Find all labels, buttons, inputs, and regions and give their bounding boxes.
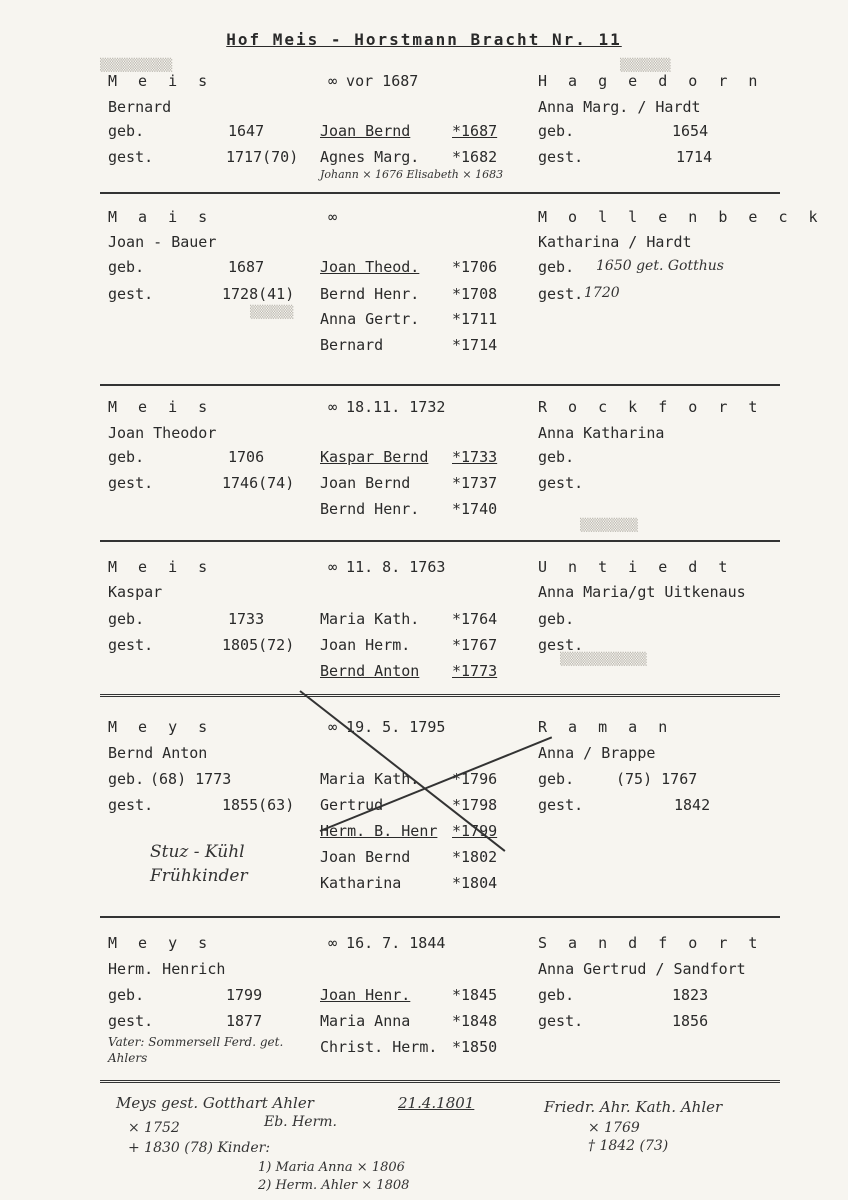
- gest-label: gest.: [108, 1012, 154, 1030]
- geb-label: geb.: [538, 770, 575, 788]
- wife-surname: S a n d f o r t: [538, 934, 764, 952]
- child-date: *1798: [452, 796, 498, 814]
- footer-note: † 1842 (73): [588, 1138, 669, 1154]
- husband-geb: (68) 1773: [150, 770, 232, 788]
- wife-gest: 1842: [674, 796, 711, 814]
- footer-note: Eb. Herm.: [264, 1114, 337, 1130]
- wife-gest: 1720: [584, 285, 620, 301]
- child-name: Kaspar Bernd: [320, 448, 429, 466]
- child-date: *1682: [452, 148, 498, 166]
- section-divider: [100, 694, 780, 697]
- wife-firstname: Anna / Brappe: [538, 744, 656, 762]
- geb-label: geb.: [108, 986, 145, 1004]
- wife-surname: U n t i e d t: [538, 558, 734, 576]
- wife-firstname: Anna Katharina: [538, 424, 665, 442]
- child-date: *1711: [452, 310, 498, 328]
- wife-gest: 1856: [672, 1012, 709, 1030]
- gest-label: gest.: [108, 636, 154, 654]
- husband-firstname: Kaspar: [108, 583, 163, 601]
- wife-firstname: Anna Marg. / Hardt: [538, 98, 701, 116]
- husband-geb: 1799: [226, 986, 263, 1004]
- child-date: *1708: [452, 285, 498, 303]
- geb-label: geb.: [108, 770, 145, 788]
- child-name: Joan Bernd: [320, 848, 411, 866]
- child-date: *1737: [452, 474, 498, 492]
- gest-label: gest.: [108, 474, 154, 492]
- child-date: *1687: [452, 122, 498, 140]
- child-date: *1740: [452, 500, 498, 518]
- husband-gest: 1805(72): [222, 636, 295, 654]
- child-name: Bernard: [320, 336, 384, 354]
- footer-note-date: 21.4.1801: [398, 1094, 475, 1112]
- ghost-text: ▒▒▒▒▒▒▒: [620, 58, 671, 72]
- ghost-text: ▒▒▒▒▒▒▒▒: [580, 518, 638, 532]
- gest-label: gest.: [108, 796, 154, 814]
- geb-label: geb.: [108, 258, 145, 276]
- child-date: *1767: [452, 636, 498, 654]
- child-date: *1802: [452, 848, 498, 866]
- footer-note: + 1830 (78) Kinder:: [128, 1140, 271, 1156]
- gest-label: gest.: [538, 148, 584, 166]
- child-name: Bernd Henr.: [320, 285, 420, 303]
- wife-firstname: Katharina / Hardt: [538, 233, 692, 251]
- wife-gest: 1714: [676, 148, 713, 166]
- marriage-date: ∞ 18.11. 1732: [328, 398, 446, 416]
- child-name: Maria Kath.: [320, 610, 420, 628]
- geb-label: geb.: [108, 610, 145, 628]
- geb-label: geb.: [108, 448, 145, 466]
- child-date: *1733: [452, 448, 498, 466]
- husband-gest: 1728(41): [222, 285, 295, 303]
- husband-gest: 1877: [226, 1012, 263, 1030]
- geb-label: geb.: [538, 610, 575, 628]
- husband-geb: 1706: [228, 448, 265, 466]
- wife-surname: M o l l e n b e c k: [538, 208, 824, 226]
- child-name: Joan Henr.: [320, 986, 411, 1004]
- child-date: *1850: [452, 1038, 498, 1056]
- geb-label: geb.: [538, 986, 575, 1004]
- child-name: Maria Anna: [320, 1012, 411, 1030]
- child-name: Katharina: [320, 874, 402, 892]
- gest-label: gest.: [538, 796, 584, 814]
- gest-label: gest.: [538, 474, 584, 492]
- husband-firstname: Joan Theodor: [108, 424, 217, 442]
- child-date: *1848: [452, 1012, 498, 1030]
- child-name: Gertrud: [320, 796, 384, 814]
- husband-geb: 1733: [228, 610, 265, 628]
- footer-note: 1) Maria Anna × 1806: [258, 1160, 405, 1175]
- wife-geb: (75) 1767: [616, 770, 698, 788]
- child-date: *1773: [452, 662, 498, 680]
- child-name: Joan Theod.: [320, 258, 420, 276]
- wife-surname: R a m a n: [538, 718, 674, 736]
- geb-label: geb.: [538, 122, 575, 140]
- section-divider: [100, 384, 780, 386]
- footer-note: Friedr. Ahr. Kath. Ahler: [544, 1098, 723, 1116]
- child-date: *1764: [452, 610, 498, 628]
- section-divider: [100, 192, 780, 194]
- husband-firstname: Bernard: [108, 98, 172, 116]
- husband-surname: M e i s: [108, 398, 214, 416]
- child-date: *1714: [452, 336, 498, 354]
- husband-gest: 1855(63): [222, 796, 295, 814]
- child-name: Agnes Marg.: [320, 148, 420, 166]
- husband-surname: M e y s: [108, 718, 214, 736]
- child-date: *1804: [452, 874, 498, 892]
- handwritten-note: Johann × 1676 Elisabeth × 1683: [320, 168, 504, 181]
- husband-geb: 1647: [228, 122, 265, 140]
- ghost-text: ▒▒▒▒▒▒▒▒▒▒: [100, 58, 173, 72]
- child-name: Maria Kath.: [320, 770, 420, 788]
- gest-label: gest.: [538, 1012, 584, 1030]
- husband-firstname: Bernd Anton: [108, 744, 208, 762]
- footer-note: × 1769: [588, 1120, 640, 1136]
- ghost-text: ▒▒▒▒▒▒▒▒▒▒▒▒: [560, 652, 647, 666]
- geb-label: geb.: [538, 258, 575, 276]
- child-date: *1799: [452, 822, 498, 840]
- gest-label: gest.: [108, 285, 154, 303]
- child-name: Anna Gertr.: [320, 310, 420, 328]
- wife-surname: R o c k f o r t: [538, 398, 764, 416]
- child-name: Joan Bernd: [320, 122, 411, 140]
- husband-firstname: Herm. Henrich: [108, 960, 226, 978]
- wife-firstname: Anna Gertrud / Sandfort: [538, 960, 746, 978]
- wife-geb: 1654: [672, 122, 709, 140]
- husband-firstname: Joan - Bauer: [108, 233, 217, 251]
- child-date: *1845: [452, 986, 498, 1004]
- wife-geb: 1823: [672, 986, 709, 1004]
- marriage-date: ∞ 19. 5. 1795: [328, 718, 446, 736]
- child-name: Bernd Henr.: [320, 500, 420, 518]
- wife-geb: 1650 get. Gotthus: [596, 258, 724, 274]
- marriage-date: ∞ 11. 8. 1763: [328, 558, 446, 576]
- handwritten-note: Stuz - Kühl Frühkinder: [150, 842, 248, 886]
- child-name: Bernd Anton: [320, 662, 420, 680]
- child-name: Christ. Herm.: [320, 1038, 438, 1056]
- husband-surname: M e i s: [108, 558, 214, 576]
- marriage-date: ∞ 16. 7. 1844: [328, 934, 446, 952]
- marriage-date: ∞: [328, 208, 338, 226]
- child-name: Herm. B. Henr: [320, 822, 438, 840]
- husband-gest: 1746(74): [222, 474, 295, 492]
- child-date: *1706: [452, 258, 498, 276]
- child-name: Joan Bernd: [320, 474, 411, 492]
- section-divider: [100, 1080, 780, 1083]
- gest-label: gest.: [538, 636, 584, 654]
- footer-note: × 1752: [128, 1120, 180, 1136]
- gest-label: gest.: [538, 285, 584, 303]
- section-divider: [100, 916, 780, 918]
- husband-surname: M e y s: [108, 934, 214, 952]
- gest-label: gest.: [108, 148, 154, 166]
- geb-label: geb.: [108, 122, 145, 140]
- wife-firstname: Anna Maria/gt Uitkenaus: [538, 583, 746, 601]
- husband-surname: M e i s: [108, 72, 214, 90]
- section-divider: [100, 540, 780, 542]
- wife-surname: H a g e d o r n: [538, 72, 764, 90]
- handwritten-note: Vater: Sommersell Ferd. get. Ahlers: [108, 1035, 284, 1065]
- footer-note: Meys gest. Gotthart Ahler: [116, 1094, 314, 1112]
- child-name: Joan Herm.: [320, 636, 411, 654]
- husband-geb: 1687: [228, 258, 265, 276]
- marriage-date: ∞ vor 1687: [328, 72, 419, 90]
- page-title: Hof Meis - Horstmann Bracht Nr. 11: [226, 30, 622, 49]
- footer-note: 2) Herm. Ahler × 1808: [258, 1178, 410, 1193]
- husband-surname: M a i s: [108, 208, 214, 226]
- child-date: *1796: [452, 770, 498, 788]
- husband-gest: 1717(70): [226, 148, 299, 166]
- ghost-text: ▒▒▒▒▒▒: [250, 305, 294, 319]
- geb-label: geb.: [538, 448, 575, 466]
